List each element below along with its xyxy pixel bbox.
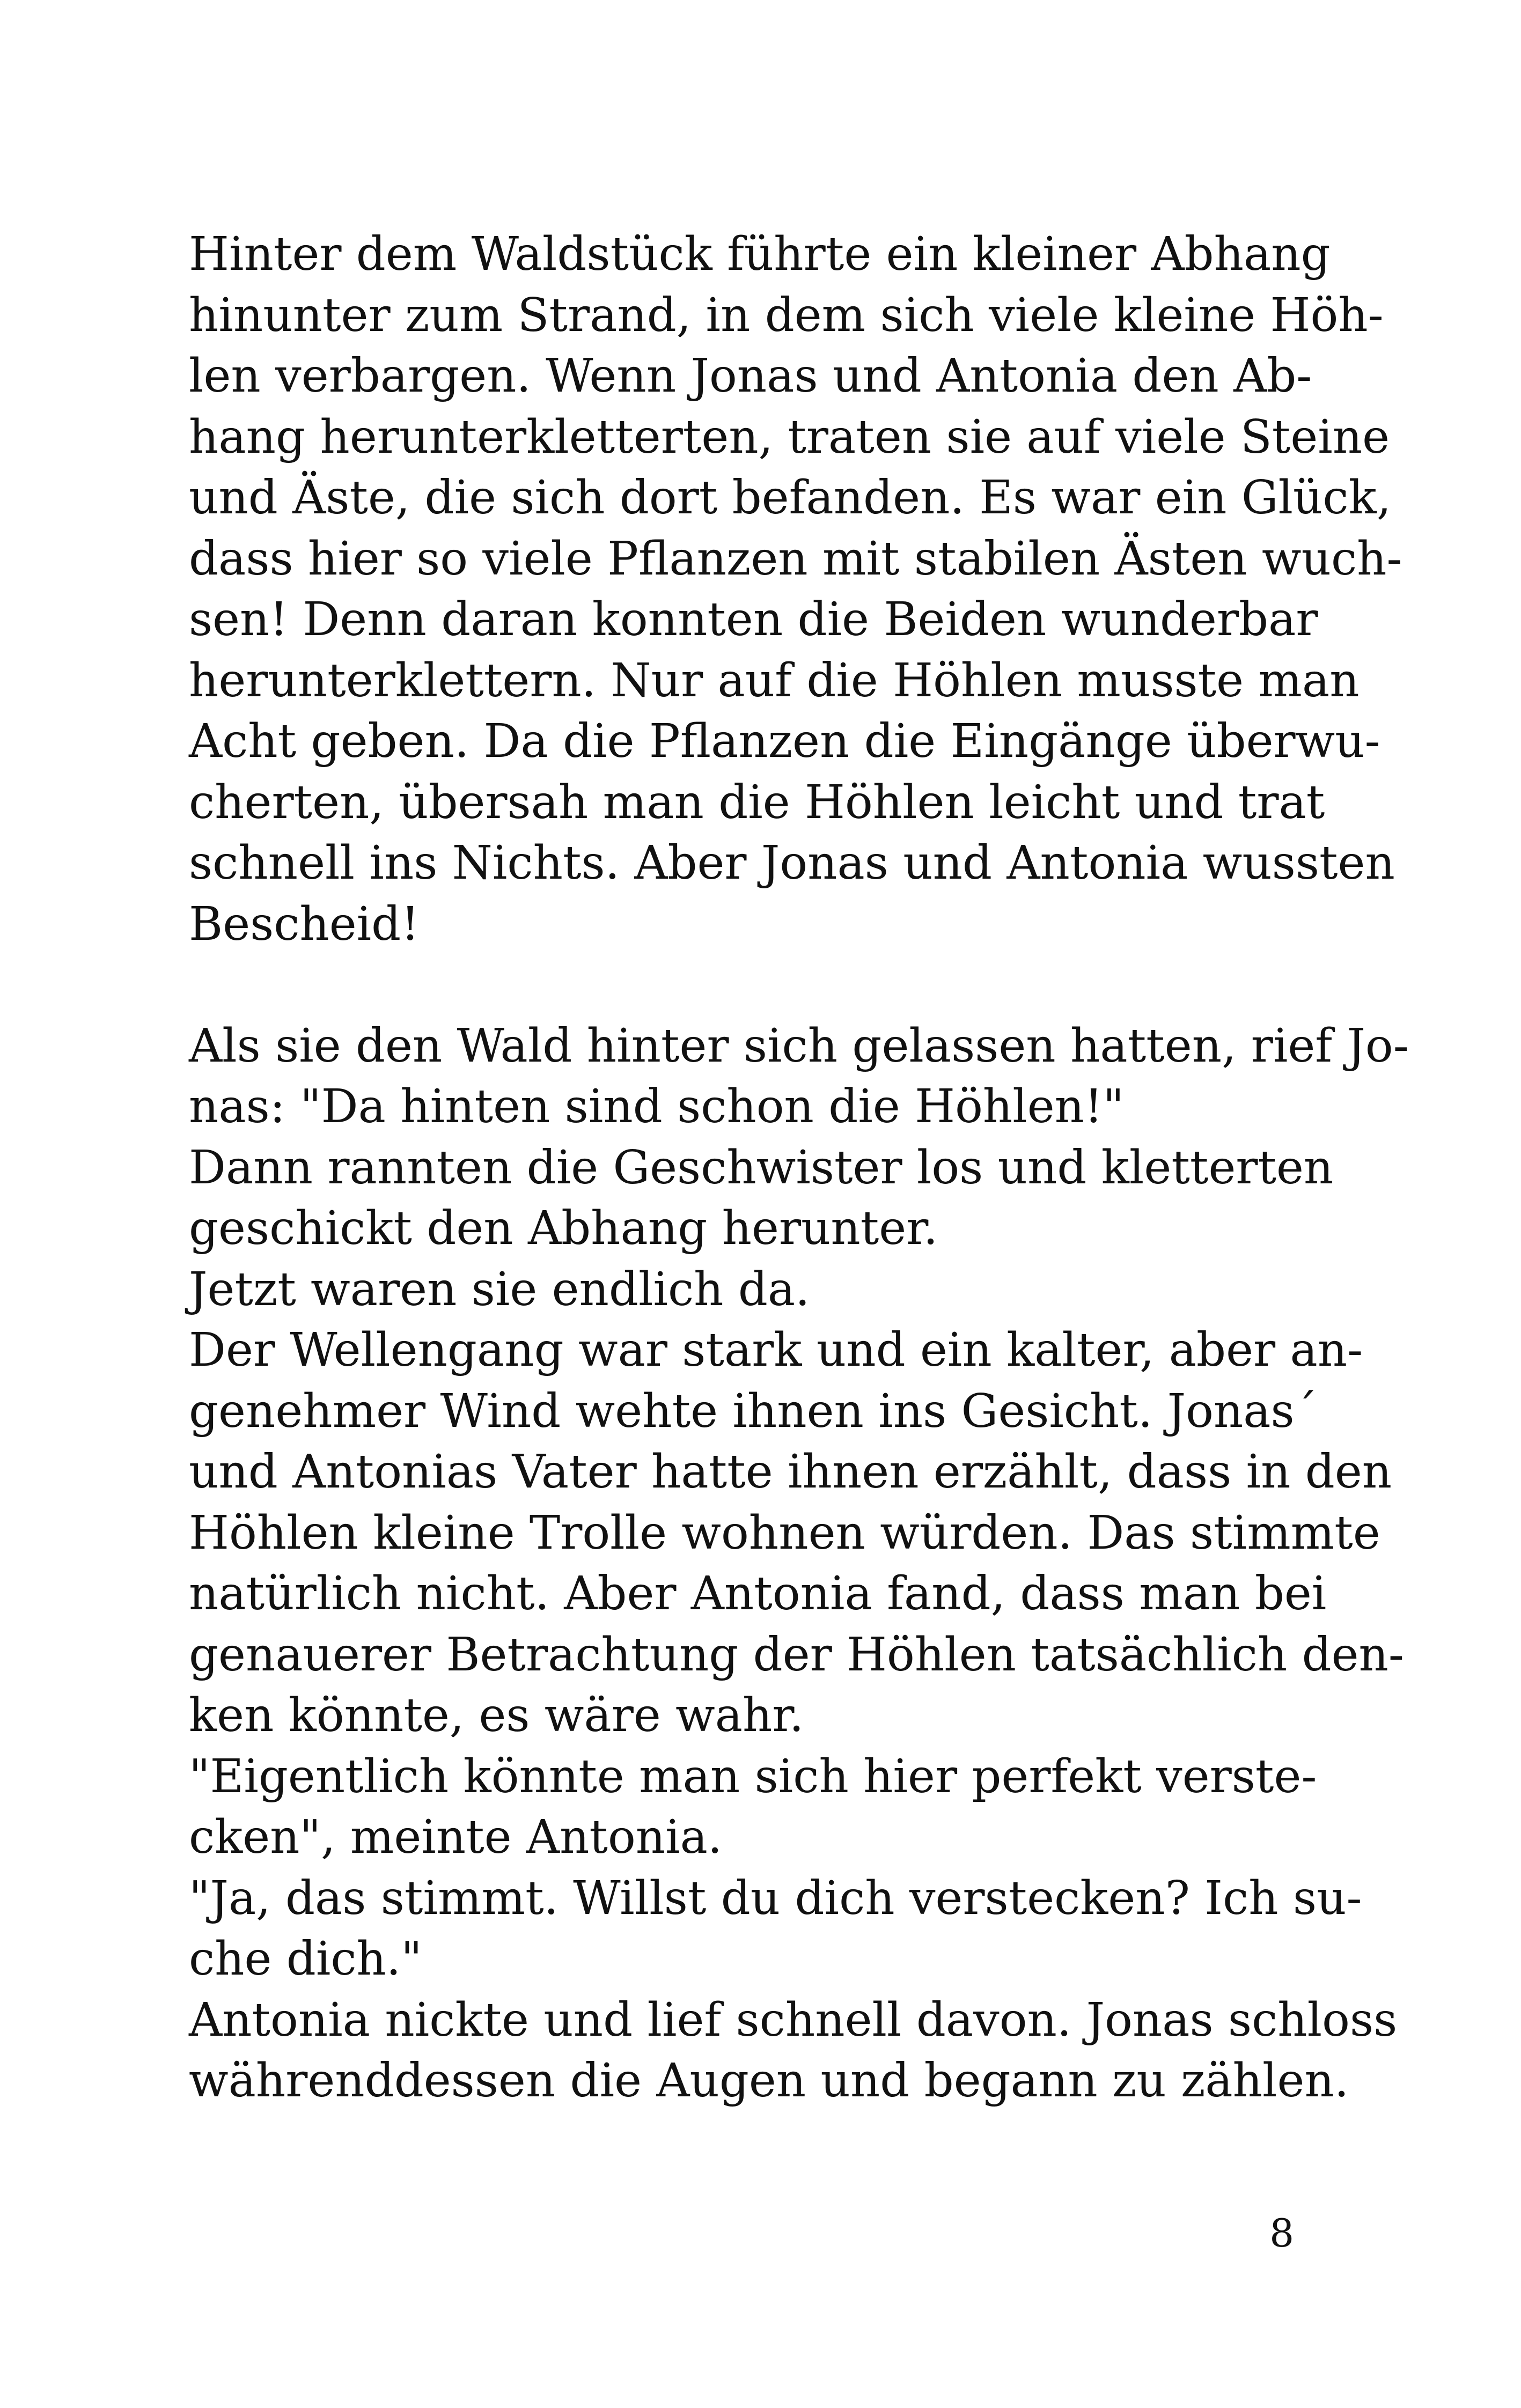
text-line: "Ja, das stimmt. Willst du dich verstecken? Ich su-	[189, 1871, 1362, 1925]
text-line: genauerer Betrachtung der Höhlen tatsächlich den-	[189, 1628, 1404, 1682]
text-line: cherten, übersah man die Höhlen leicht und trat	[189, 775, 1325, 829]
body-text	[189, 224, 1409, 2112]
text-line: Antonia nickte und lief schnell davon. Jonas schloss	[189, 1993, 1398, 2047]
text-line: Bescheid!	[189, 897, 420, 951]
text-line: Hinter dem Waldstück führte ein kleiner Abhang	[189, 227, 1331, 281]
text-line: Der Wellengang war stark und ein kalter, aber an-	[189, 1323, 1363, 1377]
text-line: Als sie den Wald hinter sich gelassen hatten, rief Jo-	[189, 1019, 1409, 1073]
text-line: che dich."	[189, 1932, 422, 1986]
text-line: schnell ins Nichts. Aber Jonas und Antonia wussten	[189, 836, 1395, 890]
text-line: len verbargen. Wenn Jonas und Antonia den Ab-	[189, 349, 1312, 403]
text-line: "Eigentlich könnte man sich hier perfekt verste-	[189, 1749, 1317, 1803]
text-line: dass hier so viele Pflanzen mit stabilen Ästen wuch-	[189, 532, 1402, 586]
page-number: 8	[1269, 2211, 1294, 2256]
text-line: herunterklettern. Nur auf die Höhlen musste man	[189, 653, 1360, 708]
text-line: sen! Denn daran konnten die Beiden wunderbar	[189, 593, 1318, 646]
text-line: cken", meinte Antonia.	[189, 1810, 723, 1864]
paragraph-gap	[189, 955, 1294, 1016]
text-line: und Äste, die sich dort befanden. Es war ein Glück,	[189, 471, 1392, 525]
text-line: Dann rannten die Geschwister los und kletterten	[189, 1140, 1334, 1195]
text-line: währenddessen die Augen und begann zu zählen.	[189, 2054, 1349, 2108]
text-line: genehmer Wind wehte ihnen ins Gesicht. Jonas´	[189, 1384, 1318, 1438]
text-line: Acht geben. Da die Pflanzen die Eingänge überwu-	[189, 715, 1380, 768]
text-line: und Antonias Vater hatte ihnen erzählt, dass in den	[189, 1445, 1392, 1499]
text-line: hinunter zum Strand, in dem sich viele kleine Höh-	[189, 288, 1384, 342]
text-line: ken könnte, es wäre wahr.	[189, 1689, 804, 1742]
text-line: Jetzt waren sie endlich da.	[189, 1262, 810, 1316]
text-line: Höhlen kleine Trolle wohnen würden. Das stimmte	[189, 1506, 1380, 1560]
text-line: nas: "Da hinten sind schon die Höhlen!"	[189, 1080, 1125, 1133]
text-line: geschickt den Abhang herunter.	[189, 1202, 938, 1255]
text-line: hang herunterkletterten, traten sie auf viele Steine	[189, 410, 1390, 464]
text-line: natürlich nicht. Aber Antonia fand, dass man bei	[189, 1567, 1327, 1621]
